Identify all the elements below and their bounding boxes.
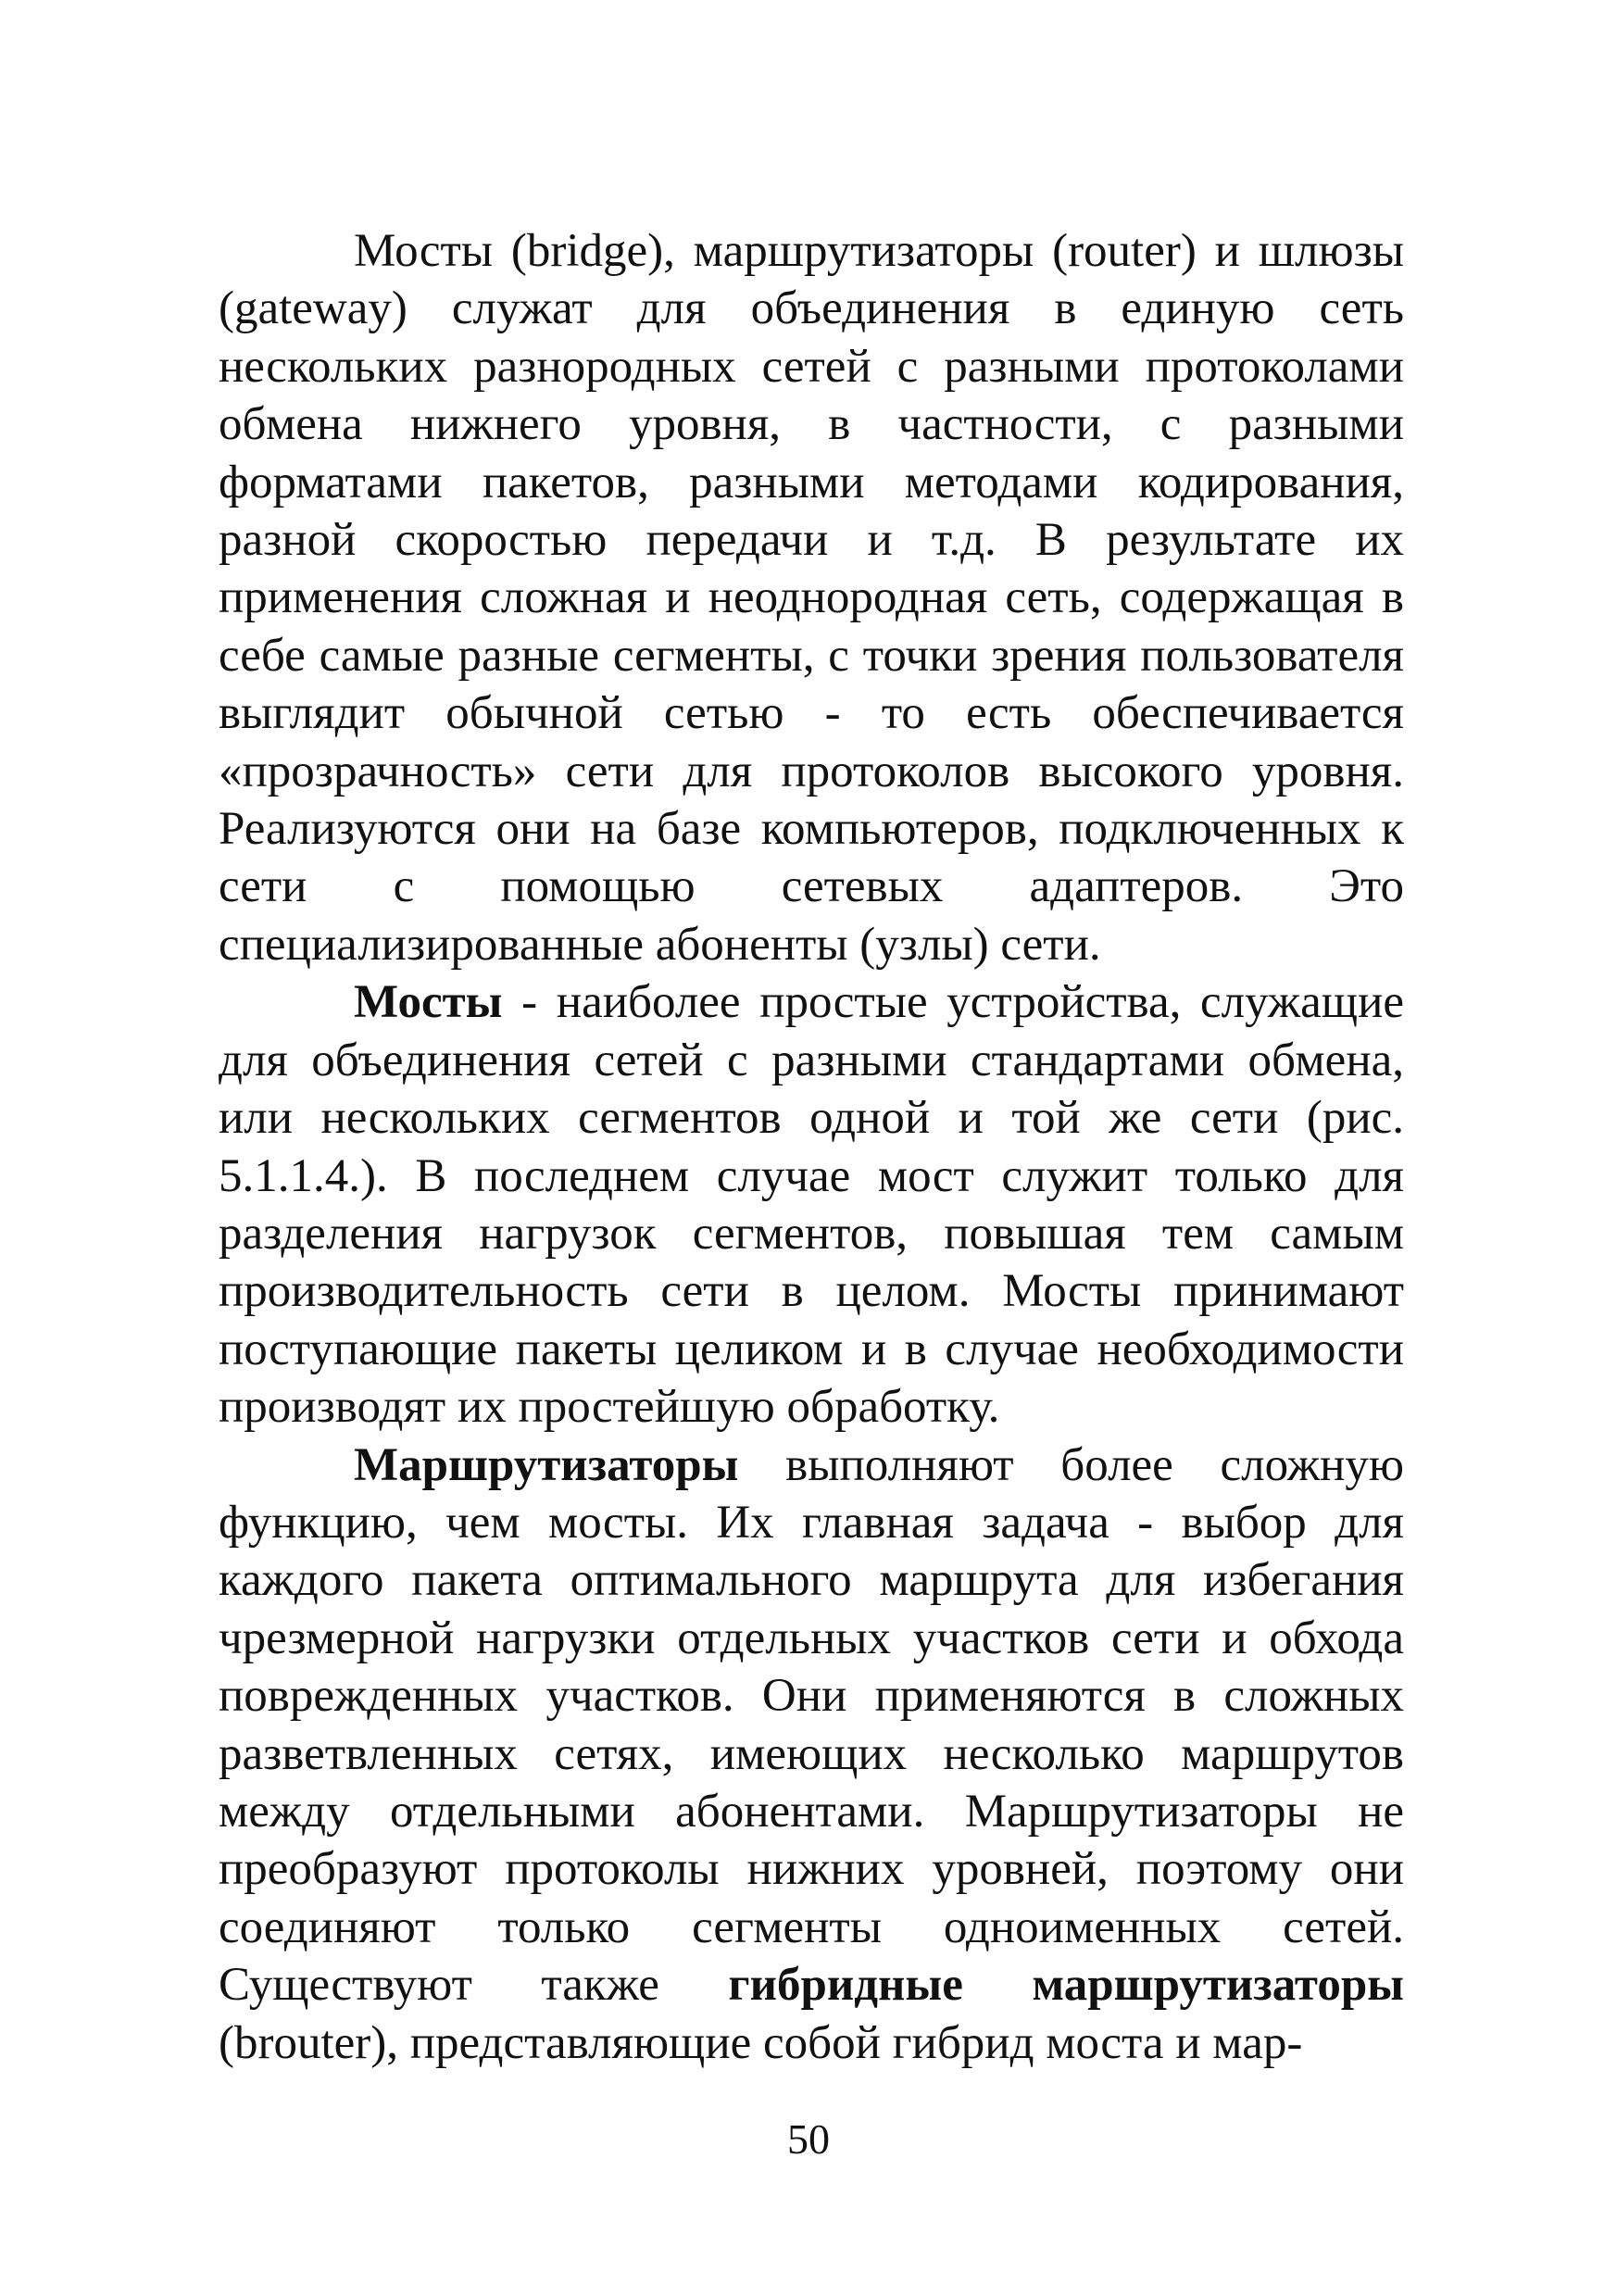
bold-term-bridges: Мосты <box>354 976 503 1029</box>
bold-term-routers: Маршрутизаторы <box>354 1438 739 1491</box>
paragraph-bridges <box>219 973 1404 1436</box>
paragraph-text: Мосты (bridge), маршрутизаторы (router) и шлюзы (gateway) служат для объединения в единую сеть нескольких разнородных сетей с разными протоколами обмена нижнего уровня, в частности, с разными форматами пакетов, разными методами кодирования, разной скоростью передачи и т.д. В результате их применения сложная и неоднородная сеть, содержащая в себе самые разные сегменты, с точки зрения пользователя выглядит обычной сетью - то есть обеспечивается «прозрачность» сети для протоколов высокого уровня. Реализуются они на базе компьютеров, подключенных к сети с помощью сетевых адаптеров. Это специализированные абоненты (узлы) сети. <box>219 225 1404 971</box>
bold-term-hybrid-routers: гибридные маршрутизаторы <box>728 1959 1404 2012</box>
paragraph-text: выполняют более сложную функцию, чем мосты. Их главная задача - выбор для каждого пакета оптимального маршрута для избегания чрезмерной нагрузки отдельных участков сети и обхода поврежденных участков. Они применяются в сложных разветвленных сетях, имеющих несколько маршрутов между отдельными абонентами. Маршрутизаторы не преобразуют протоколы нижних уровней, поэтому они соединяют только сегменты одноименных сетей. Существуют также <box>219 1438 1404 2012</box>
paragraph-text: - наиболее простые устройства, служащие для объединения сетей с разными стандартами обмена, или нескольких сегментов одной и той же сети (рис. 5.1.1.4.). В последнем случае мост служит только для разделения нагрузок сегментов, повышая тем самым производительность сети в целом. Мосты принимают поступающие пакеты целиком и в случае необходимости производят их простейшую обработку. <box>219 976 1404 1434</box>
paragraph-routers <box>219 1437 1404 2072</box>
paragraph-bridges-routers-gateways <box>219 222 1404 973</box>
paragraph-text: (brouter), представляющие собой гибрид моста и мар- <box>219 2016 1303 2069</box>
page-number: 50 <box>787 2115 830 2163</box>
body-text <box>219 222 1404 2072</box>
